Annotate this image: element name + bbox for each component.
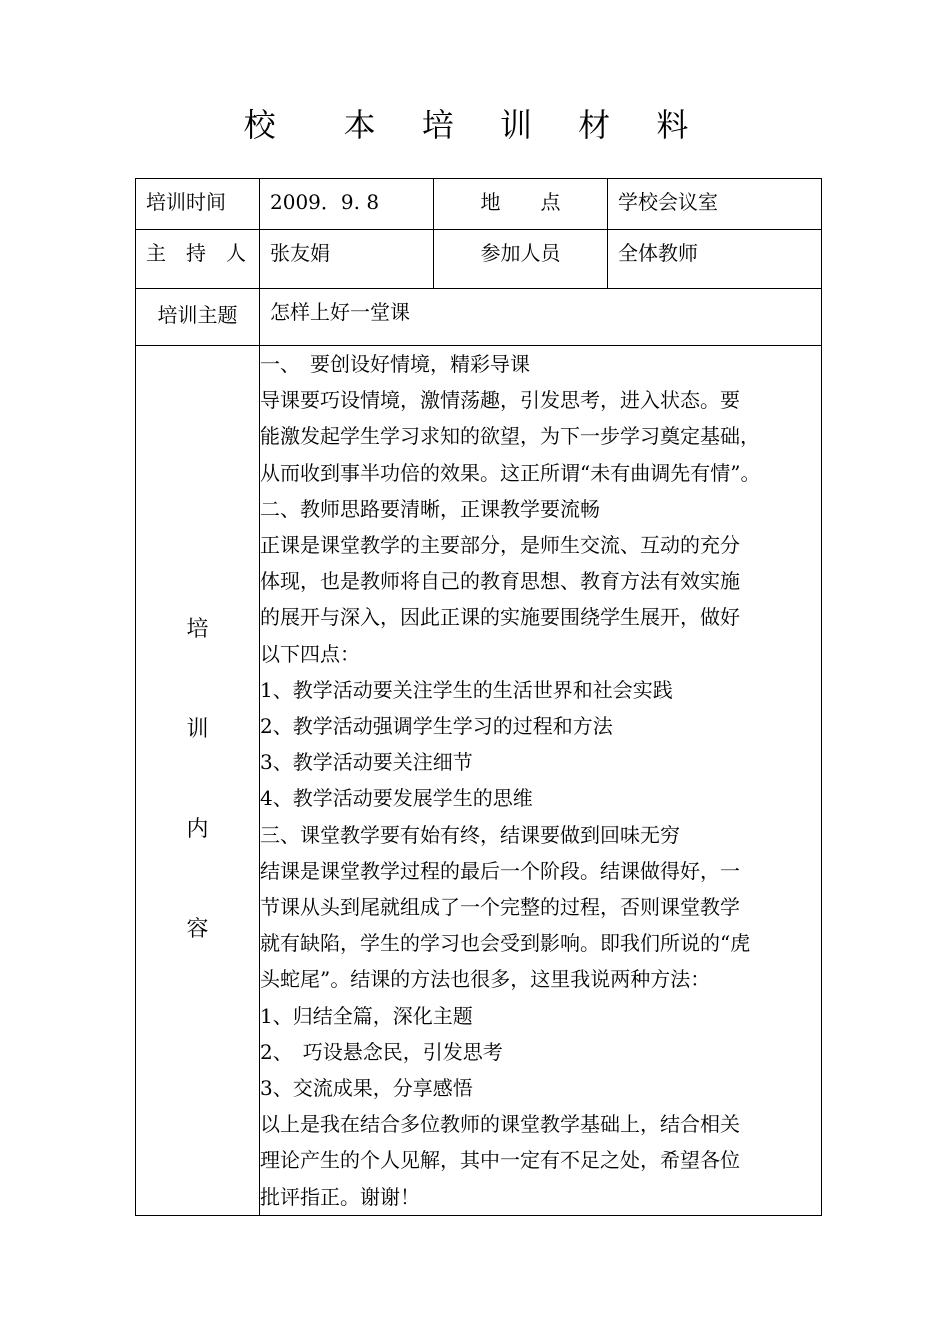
place-value-cell xyxy=(608,179,822,230)
table-row xyxy=(136,346,822,1216)
content-line: 正课是课堂教学的主要部分，是师生交流、互动的充分 xyxy=(260,533,740,558)
content-line: 1、教学活动要关注学生的生活世界和社会实践 xyxy=(260,677,673,702)
page-title: 校 本 培 训 材 料 xyxy=(243,106,707,144)
content-line: 3、交流成果，分享感悟 xyxy=(260,1076,473,1101)
content-line: 批评指正。谢谢！ xyxy=(260,1184,420,1209)
participants-value: 全体教师 xyxy=(618,241,698,265)
topic-label: 培训主题 xyxy=(157,303,238,327)
content-line: 体现，也是教师将自己的教育思想、教育方法有效实施 xyxy=(260,569,740,594)
content-line: 1、归结全篇，深化主题 xyxy=(260,1003,473,1028)
content-line: 从而收到事半功倍的效果。这正所谓“未有曲调先有情”。 xyxy=(260,460,761,485)
content-line: 3、教学活动要关注细节 xyxy=(260,750,473,775)
content-line: 以上是我在结合多位教师的课堂教学基础上，结合相关 xyxy=(260,1112,740,1137)
content-label-char: 培 xyxy=(186,617,209,643)
content-line: 结课是课堂教学过程的最后一个阶段。结课做得好，一 xyxy=(260,858,740,883)
topic-label-cell xyxy=(136,289,260,346)
content-line: 就有缺陷，学生的学习也会受到影响。即我们所说的“虎 xyxy=(260,931,751,956)
content-line: 的展开与深入，因此正课的实施要围绕学生展开，做好 xyxy=(260,605,740,630)
content-label-char: 容 xyxy=(186,917,209,943)
content-line: 二、教师思路要清晰，正课教学要流畅 xyxy=(260,496,600,521)
content-label-char: 内 xyxy=(186,817,209,843)
time-label: 培训时间 xyxy=(146,190,226,214)
table-row xyxy=(136,289,822,346)
content-line: 能激发起学生学习求知的欲望，为下一步学习奠定基础， xyxy=(260,424,760,449)
content-line: 2、 巧设悬念民，引发思考 xyxy=(260,1039,503,1064)
content-line: 2、教学活动强调学生学习的过程和方法 xyxy=(260,714,613,739)
table-row xyxy=(136,179,822,230)
host-value-cell xyxy=(260,230,434,289)
content-line: 理论产生的个人见解，其中一定有不足之处，希望各位 xyxy=(260,1148,740,1173)
table-row xyxy=(136,230,822,289)
content-line: 以下四点： xyxy=(260,641,360,666)
host-label-cell xyxy=(136,230,260,289)
content-label-char: 训 xyxy=(186,717,209,743)
content-line: 节课从头到尾就组成了一个完整的过程，否则课堂教学 xyxy=(260,895,740,920)
topic-value: 怎样上好一堂课 xyxy=(270,300,410,324)
place-label: 地 点 xyxy=(480,190,561,214)
host-value: 张友娟 xyxy=(270,241,330,265)
participants-label: 参加人员 xyxy=(480,241,561,265)
training-form-table xyxy=(135,178,822,1216)
content-line: 头蛇尾”。结课的方法也很多，这里我说两种方法： xyxy=(260,967,711,992)
content-line: 导课要巧设情境，激情荡趣，引发思考，进入状态。要 xyxy=(260,388,740,413)
content-label-cell xyxy=(136,346,260,1216)
content-line: 4、教学活动要发展学生的思维 xyxy=(260,786,533,811)
time-label-cell xyxy=(136,179,260,230)
content-body-cell xyxy=(260,346,822,1216)
content-line: 三、课堂教学要有始有终，结课要做到回味无穷 xyxy=(260,822,680,847)
time-value-cell xyxy=(260,179,434,230)
host-label: 主 持 人 xyxy=(146,241,246,265)
participants-label-cell xyxy=(434,230,608,289)
topic-value-cell xyxy=(260,289,822,346)
content-line: 一、 要创设好情境，精彩导课 xyxy=(260,352,530,376)
time-value: 2009．9. 8 xyxy=(270,190,380,214)
place-label-cell xyxy=(434,179,608,230)
place-value: 学校会议室 xyxy=(618,190,718,214)
participants-value-cell xyxy=(608,230,822,289)
